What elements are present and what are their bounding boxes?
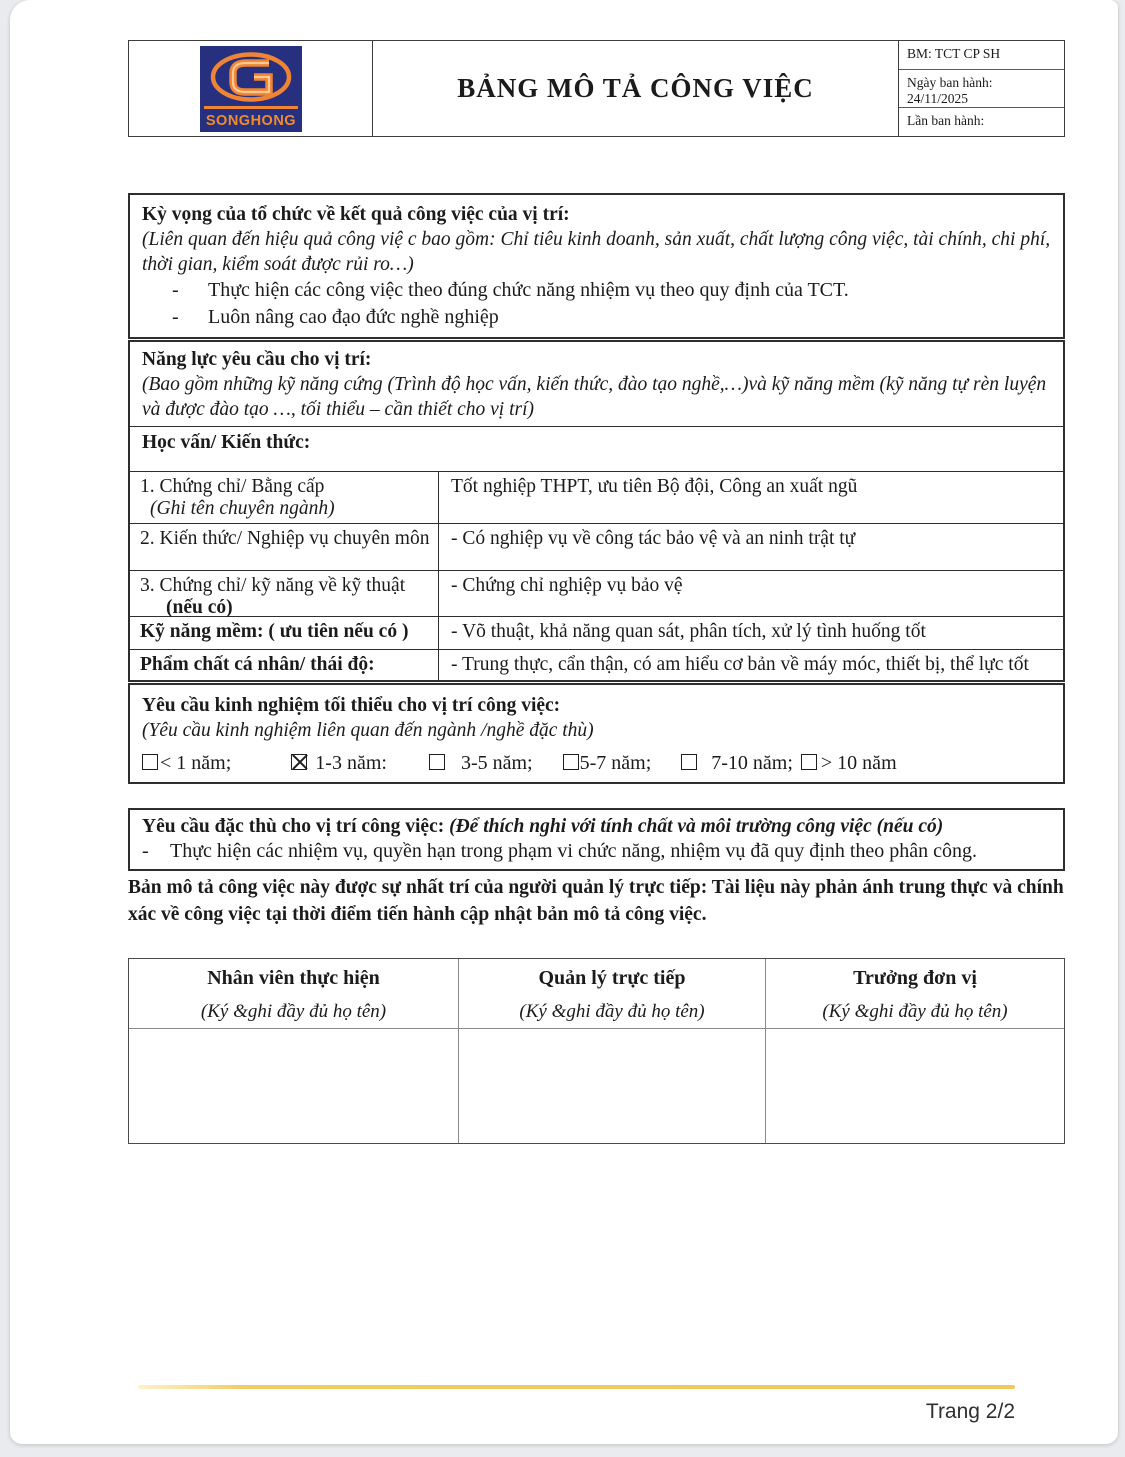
row-label-text: 2. Kiến thức/ Nghiệp vụ chuyên môn [140, 528, 430, 549]
checkbox-icon [429, 754, 445, 770]
row-value: - Trung thực, cẩn thận, có am hiểu cơ bản về máy móc, thiết bị, thể lực tốt [451, 654, 1029, 675]
songhong-logo-icon [200, 46, 302, 132]
experience-option-2 [429, 750, 533, 776]
row-label [130, 472, 439, 523]
specific-item: Thực hiện các nhiệm vụ, quyền hạn trong phạm vi chức năng, nhiệm vụ đã quy định theo phân công. [170, 840, 978, 862]
row-label-note: (Ghi tên chuyên ngành) [150, 497, 335, 519]
competencies-title: Năng lực yêu cầu cho vị trí: [142, 349, 372, 370]
option-label: 7-10 năm; [711, 752, 793, 774]
title-cell [373, 41, 899, 136]
row-label-text: 3. Chứng chỉ/ kỹ năng về kỹ thuật [140, 575, 406, 596]
logo-cell [129, 41, 373, 136]
signature-note: (Ký &ghi đầy đủ họ tên) [200, 1001, 387, 1022]
row-value: - Chứng chỉ nghiệp vụ bảo vệ [451, 575, 683, 596]
competencies-note: (Bao gồm những kỹ năng cứng (Trình độ học vấn, kiến thức, đào tạo nghề,…)và kỹ năng mềm (kỹ năng tự rèn luyện và được đào tạo …, tối thiểu – cần thiết cho vị trí) [142, 374, 1047, 420]
expectation-item-1: Thực hiện các công việc theo đúng chức năng nhiệm vụ theo quy định của TCT. [208, 279, 849, 301]
checkbox-checked-icon [291, 754, 307, 770]
row-label: Phẩm chất cá nhân/ thái độ: [130, 650, 439, 680]
experience-option-4 [681, 750, 793, 776]
table-row [130, 523, 1063, 570]
signature-area [129, 1029, 459, 1143]
signature-empty-row [129, 1029, 1064, 1143]
row-label [130, 571, 439, 616]
footer-divider [138, 1385, 1015, 1389]
expectations-section [128, 193, 1065, 339]
specific-header [142, 816, 1051, 838]
document-header-table [128, 40, 1065, 137]
checkbox-icon [681, 754, 697, 770]
specific-note: (Để thích nghi với tính chất và môi trường công việc (nếu có) [444, 816, 944, 837]
experience-section [128, 683, 1065, 784]
table-row [130, 649, 1063, 680]
checkbox-icon [142, 754, 158, 770]
signature-note: (Ký &ghi đầy đủ họ tên) [822, 1001, 1008, 1022]
list-item [142, 838, 1051, 865]
row-label: Kỹ năng mềm: ( ưu tiên nếu có ) [130, 617, 439, 649]
expectations-note: (Liên quan đến hiệu quả công việ c bao gồm: Chỉ tiêu kinh doanh, sản xuất, chất lượng công việc, tài chính, chi phí, thời gian, kiểm soát được rủi ro…) [142, 229, 1051, 275]
checkbox-icon [801, 754, 817, 770]
row-value: - Võ thuật, khả năng quan sát, phân tích, xử lý tình huống tốt [451, 621, 926, 642]
competencies-subheading: Học vấn/ Kiến thức: [130, 426, 1063, 471]
specific-title: Yêu cầu đặc thù cho vị trí công việc: [142, 816, 445, 837]
header-meta [899, 41, 1064, 136]
page-number: Trang 2/2 [925, 1400, 1015, 1423]
table-row [130, 570, 1063, 616]
competencies-header [130, 342, 1063, 426]
dash-bullet: - [172, 279, 179, 301]
signature-area [459, 1029, 766, 1143]
signature-title: Trưởng đơn vị [853, 967, 977, 989]
option-label: 5-7 năm; [579, 752, 652, 774]
experience-title: Yêu cầu kinh nghiệm tối thiểu cho vị trí công việc: [142, 695, 561, 716]
logo-wordmark: SONGHONG [205, 112, 296, 129]
signature-col-employee [129, 959, 459, 1028]
table-row [130, 616, 1063, 649]
row-value: Tốt nghiệp THPT, ưu tiên Bộ đội, Công an xuất ngũ [451, 476, 858, 497]
option-label: 3-5 năm; [460, 752, 533, 774]
signature-header-row [129, 959, 1064, 1029]
signature-note: (Ký &ghi đầy đủ họ tên) [519, 1001, 705, 1022]
checkbox-icon [563, 754, 579, 770]
option-label: < 1 năm; [160, 752, 232, 774]
dash-bullet: - [142, 840, 149, 862]
signature-col-manager [459, 959, 766, 1028]
row-label-text: 1. Chứng chỉ/ Bằng cấp [140, 476, 325, 497]
signature-title: Nhân viên thực hiện [207, 967, 380, 989]
experience-options [142, 750, 1051, 776]
experience-option-3 [563, 750, 652, 776]
competencies-section [128, 340, 1065, 682]
option-label: 1-3 năm: [315, 752, 387, 774]
expectations-title: Kỳ vọng của tổ chức về kết quả công việc của vị trí: [142, 204, 570, 225]
signature-table [128, 958, 1065, 1144]
table-row [130, 471, 1063, 523]
experience-note: (Yêu cầu kinh nghiệm liên quan đến ngành /nghề đặc thù) [142, 720, 594, 741]
meta-form-code: BM: TCT CP SH [899, 41, 1064, 70]
list-item [142, 277, 1051, 304]
row-label [130, 524, 439, 570]
signature-title: Quản lý trực tiếp [538, 967, 686, 989]
meta-issue-number: Lần ban hành: [907, 113, 985, 128]
document-page [10, 0, 1118, 1444]
expectation-item-2: Luôn nâng cao đạo đức nghề nghiệp [208, 306, 499, 328]
agreement-paragraph: Bản mô tả công việc này được sự nhất trí của người quản lý trực tiếp: Tài liệu này phản ánh trung thực và chính xác về công việc tại thời điểm tiến hành cập nhật bản mô tả công việc. [128, 877, 1064, 925]
option-label: > 10 năm [820, 752, 897, 774]
experience-option-5 [801, 750, 897, 776]
row-value: - Có nghiệp vụ về công tác bảo vệ và an ninh trật tự [451, 528, 856, 549]
specific-section [128, 808, 1065, 871]
signature-col-unit-head [766, 959, 1064, 1028]
row-label-note: (nếu có) [166, 596, 233, 618]
page-title: BẢNG MÔ TẢ CÔNG VIỆC [457, 73, 814, 103]
experience-option-1 [291, 750, 387, 776]
experience-option-0 [142, 750, 231, 776]
dash-bullet: - [172, 306, 179, 328]
list-item [142, 304, 1051, 331]
meta-issue-date: Ngày ban hành: 24/11/2025 [899, 70, 1064, 108]
signature-area [766, 1029, 1064, 1143]
